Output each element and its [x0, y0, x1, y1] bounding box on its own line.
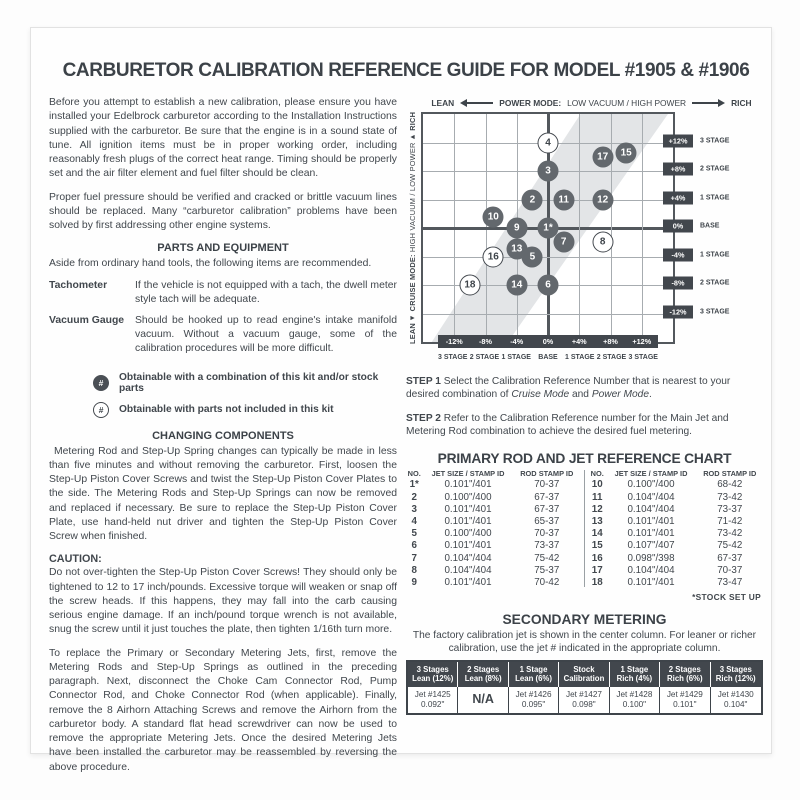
table-cell: 0.101"/401 — [444, 479, 492, 491]
y-axis-tick-box: +4% — [663, 191, 693, 204]
secondary-header-cell — [610, 662, 660, 687]
value-line-2: 0.095" — [521, 699, 546, 709]
power-mode-text: LOW VACUUM / HIGH POWER — [567, 98, 687, 108]
table-cell: 73-42 — [717, 528, 743, 540]
table-cell: 73-42 — [717, 491, 743, 503]
table-cell: 0.104"/404 — [444, 564, 492, 576]
legend-item — [93, 372, 397, 394]
y-axis-tick-box: -12% — [663, 305, 693, 318]
primary-rod-jet-table — [406, 468, 763, 589]
header-line-1: 1 Stage — [620, 665, 649, 674]
table-divider — [584, 470, 585, 587]
arrow-left-icon — [460, 99, 493, 107]
step-2-label: STEP 2 — [406, 412, 441, 424]
x-axis-tick-box: +8% — [595, 335, 627, 348]
y-axis-stage-label: 3 STAGE — [700, 308, 730, 315]
table-row — [406, 540, 580, 552]
header-line-1: 3 Stages — [719, 665, 752, 674]
table-cell: 68-42 — [717, 479, 743, 491]
power-mode-label: POWER MODE: — [499, 98, 562, 108]
table-row — [406, 491, 580, 503]
y-axis-row — [663, 277, 729, 290]
arrow-up-icon: ► — [409, 133, 416, 141]
rich-label: RICH — [408, 111, 417, 131]
y-axis-row — [663, 305, 729, 318]
legend-text: Obtainable with a combination of this kit and/or stock parts — [119, 371, 379, 394]
replace-jets-paragraph: To replace the Primary or Secondary Metering Jets, first, remove the Metering Rods and Step-Up Springs as outlined in the preceding paragraph. Next, disconnect the Choke Cam Connector Rod, Pump Connector Rod, and Choke Connector Rod (when applicable). Finally, remove the 8 Airhorn Attaching Screws and remove the Airhorn from the carburetor body. A standard flat head screwdriver can now be used to remove the appropriate Metering Jets. Once the desired Metering Jets have been installed the carburetor may be reassembled by reversing the above procedure. — [49, 647, 397, 773]
tool-item — [49, 314, 397, 356]
table-cell: 10 — [591, 479, 603, 491]
value-line-1: Jet #1425 — [414, 689, 451, 699]
table-cell: 0.107"/407 — [627, 540, 675, 552]
rich-label: RICH — [731, 98, 752, 108]
x-axis-tick-box: -12% — [438, 335, 470, 348]
gridline-horizontal — [423, 314, 673, 315]
table-row — [589, 576, 763, 588]
table-row — [589, 528, 763, 540]
primary-table-right — [589, 468, 763, 589]
y-axis-stage-label: BASE — [700, 222, 720, 230]
value-line-1: Jet #1430 — [717, 689, 754, 699]
calibration-point: 18 — [459, 275, 480, 296]
calibration-point: 2 — [522, 189, 543, 210]
table-cell: 7 — [411, 552, 417, 564]
secondary-value-cell — [509, 687, 559, 714]
calibration-point: 16 — [483, 246, 504, 267]
content-columns — [49, 96, 763, 784]
cruise-mode-label: CRUISE MODE: — [408, 254, 417, 312]
intro-paragraph-2: Proper fuel pressure should be verified and cracked or brittle vacuum lines should be replaced. Many “carburetor calibration” problems have been solved by first addressing other engine systems. — [49, 191, 397, 231]
table-cell: 0.100"/400 — [444, 491, 492, 503]
y-axis-row — [663, 134, 729, 147]
x-axis-stage-label: BASE — [538, 354, 558, 361]
y-axis-tick-box: 0% — [663, 220, 693, 233]
table-cell: 70-37 — [717, 564, 743, 576]
value-line-2: 0.101" — [673, 699, 697, 709]
tools-list — [49, 279, 397, 356]
table-cell: 0.104"/404 — [444, 552, 492, 564]
header-line-1: 3 Stages — [416, 665, 449, 674]
column-header: JET SIZE / STAMP ID — [614, 468, 688, 478]
secondary-column — [509, 662, 559, 713]
value-line-2: 0.104" — [724, 699, 748, 709]
column-header: ROD STAMP ID — [520, 468, 574, 478]
filled-circle-icon: # — [93, 375, 109, 391]
value-line-2: 0.098" — [572, 699, 596, 709]
page-title: CARBURETOR CALIBRATION REFERENCE GUIDE FOR MODEL #1905 & #1906 — [62, 60, 750, 81]
changing-components-heading: CHANGING COMPONENTS — [152, 429, 294, 442]
gridline-vertical — [611, 114, 612, 342]
y-axis-row — [663, 220, 719, 233]
caution-paragraph: Do not over-tighten the Step-Up Piston Cover Screws! They should only be tightened to 12 to 17 inch/pounds. Excessive torque will weaken or snap off the screw heads. If this happens, they may fall into the carb causing serious engine damage. If an inch/pound torque wrench is not available, snug the screw until it just touches the plate, then tighten 1/16th turn more. — [49, 567, 397, 636]
legend-item — [93, 402, 397, 418]
tool-description: Should be hooked up to read engine's intake manifold vacuum. Without a vacuum gauge, some of the calibration procedures will be more difficult. — [135, 314, 397, 354]
table-row — [589, 503, 763, 515]
table-cell: 75-42 — [534, 552, 560, 564]
x-axis-tick-box: 0% — [532, 335, 564, 348]
y-axis-tick-box: -8% — [663, 277, 693, 290]
table-cell: 75-37 — [534, 564, 560, 576]
secondary-header-cell — [509, 662, 559, 687]
calibration-point: 17 — [592, 146, 613, 167]
x-axis-stage-label: 3 STAGE — [628, 354, 658, 361]
secondary-value-cell — [610, 687, 660, 714]
y-axis-labels — [663, 112, 763, 340]
chart-body — [406, 112, 763, 365]
header-line-2: Calibration — [563, 674, 605, 684]
table-row — [589, 564, 763, 576]
table-cell: 73-37 — [717, 503, 743, 515]
table-cell: 0.098"/398 — [627, 552, 675, 564]
secondary-value-cell — [458, 687, 508, 714]
parts-intro: Aside from ordinary hand tools, the following items are recommended. — [49, 258, 372, 270]
secondary-header-cell — [408, 662, 458, 687]
secondary-value-cell — [660, 687, 710, 714]
calibration-point: 4 — [538, 132, 559, 153]
table-cell: 0.101"/401 — [444, 576, 492, 588]
calibration-point: 12 — [592, 189, 613, 210]
table-cell: 8 — [411, 564, 417, 576]
x-axis-stage-label: 2 STAGE — [596, 354, 627, 361]
caution-heading: CAUTION: — [49, 553, 102, 566]
lean-label: LEAN — [431, 98, 455, 108]
table-row — [406, 564, 580, 576]
gridline-vertical — [579, 114, 580, 342]
table-cell: 15 — [591, 540, 603, 552]
value-line-1: Jet #1429 — [666, 689, 703, 699]
header-line-1: Stock — [573, 665, 595, 674]
plot-outer — [421, 112, 763, 365]
value-line-1: Jet #1426 — [515, 689, 552, 699]
table-cell: 9 — [411, 576, 417, 588]
table-cell: 6 — [411, 540, 417, 552]
y-axis-stage-label: 2 STAGE — [700, 165, 730, 173]
table-cell: 2 — [411, 491, 417, 503]
arrow-down-icon: ◄ — [409, 313, 416, 321]
table-cell: 0.101"/401 — [444, 515, 492, 527]
y-axis-row — [663, 163, 729, 176]
gridline-vertical — [642, 114, 643, 342]
column-header: JET SIZE / STAMP ID — [431, 468, 505, 478]
table-cell: 0.104"/404 — [627, 491, 675, 503]
y-axis-row — [663, 191, 729, 204]
x-axis-tick-box: +12% — [626, 335, 658, 348]
secondary-value-cell — [559, 687, 609, 714]
secondary-header-cell — [711, 662, 761, 687]
secondary-header-cell — [458, 662, 508, 687]
stock-setup-note: *STOCK SET UP — [692, 591, 761, 602]
table-cell: 14 — [591, 528, 603, 540]
parts-equipment-heading: PARTS AND EQUIPMENT — [157, 242, 289, 255]
table-row — [589, 515, 763, 527]
x-axis-tick-box: -4% — [501, 335, 533, 348]
calibration-point: 11 — [553, 189, 574, 210]
y-axis-tick-box: +8% — [663, 163, 693, 176]
table-row — [406, 479, 580, 491]
table-cell: 67-37 — [534, 503, 560, 515]
calibration-point: 10 — [483, 207, 504, 228]
table-row — [589, 552, 763, 564]
header-line-1: 2 Stages — [668, 665, 701, 674]
secondary-column — [458, 662, 508, 713]
table-cell: 0.100"/400 — [627, 479, 675, 491]
table-cell: 18 — [591, 576, 603, 588]
cruise-mode-axis-label — [406, 112, 421, 344]
calibration-point: 5 — [522, 246, 543, 267]
tool-description: If the vehicle is not equipped with a tach, the dwell meter style tach will be adequate. — [135, 279, 397, 305]
table-row — [589, 491, 763, 503]
y-axis-stage-label: 3 STAGE — [700, 137, 730, 144]
calibration-point: 3 — [538, 161, 559, 182]
x-axis-tick-box: +4% — [563, 335, 595, 348]
y-axis-tick-box: -4% — [663, 248, 693, 261]
secondary-metering-table — [406, 660, 763, 715]
secondary-value-cell — [711, 687, 761, 714]
table-row — [406, 503, 580, 515]
table-cell: 0.101"/401 — [627, 515, 675, 527]
table-cell: 0.101"/401 — [444, 503, 492, 515]
calibration-point: 6 — [538, 275, 559, 296]
table-cell: 0.101"/401 — [627, 528, 675, 540]
table-row — [589, 479, 763, 491]
header-line-1: 2 Stages — [467, 665, 500, 674]
x-axis-stage-label: 3 STAGE — [438, 354, 468, 361]
header-line-2: Lean (8%) — [464, 674, 502, 684]
open-circle-icon: # — [93, 402, 109, 418]
table-cell: 67-37 — [534, 491, 560, 503]
tool-name: Vacuum Gauge — [49, 314, 125, 326]
secondary-metering-heading: SECONDARY METERING — [502, 611, 667, 627]
table-header-row — [589, 468, 763, 479]
x-axis-stage-label: 1 STAGE — [501, 354, 531, 361]
table-cell: 0.101"/401 — [444, 540, 492, 552]
secondary-column — [711, 662, 761, 713]
value-line-2: 0.100" — [622, 699, 647, 709]
secondary-header-cell — [559, 662, 609, 687]
y-axis-stage-label: 1 STAGE — [700, 194, 730, 201]
lean-label: LEAN — [408, 323, 417, 344]
table-cell: 70-37 — [534, 528, 560, 540]
calibration-grid — [421, 112, 675, 344]
y-axis-stage-label: 2 STAGE — [700, 279, 730, 287]
y-axis-stage-label: 1 STAGE — [700, 251, 730, 258]
step-1: STEP 1 Select the Calibration Reference Number that is nearest to your desired combination of Cruise Mode and Power Mode. — [406, 376, 731, 401]
secondary-column — [610, 662, 660, 713]
value-line-1: Jet #1427 — [565, 689, 602, 699]
table-cell: 0.104"/404 — [627, 564, 675, 576]
calibration-point: 15 — [616, 143, 637, 164]
step-1-label: STEP 1 — [406, 376, 441, 387]
table-cell: 73-37 — [534, 540, 560, 552]
calibration-point: 7 — [553, 232, 574, 253]
column-header: ROD STAMP ID — [703, 468, 757, 478]
y-axis-row — [663, 248, 729, 261]
calibration-point: 14 — [506, 275, 527, 296]
table-row — [406, 528, 580, 540]
table-cell: 0.104"/404 — [627, 503, 675, 515]
table-row — [406, 552, 580, 564]
secondary-metering-description: The factory calibration jet is shown in the center column. For leaner or richer calibration, use the jet # indicated in the appropriate column. — [412, 629, 757, 654]
table-cell: 0.101"/401 — [627, 576, 675, 588]
left-column — [49, 96, 397, 784]
value-line-2: 0.092" — [421, 699, 445, 709]
table-cell: 13 — [591, 515, 603, 527]
header-line-2: Lean (6%) — [515, 674, 552, 684]
primary-chart-title: PRIMARY ROD AND JET REFERENCE CHART — [437, 450, 732, 466]
intro-paragraph-1: Before you attempt to establish a new calibration, please ensure you have installed your Edelbrock carburetor according to the Installation Instructions supplied with the carburetor. Be sure that the engine is in a sound state of tune. All ignition items must be in proper working order, including reasonably fresh plugs of the correct heat range. Timing should be properly set and the air filter element and fuel filter should be clean. — [49, 97, 397, 180]
header-line-2: Lean (12%) — [412, 674, 454, 684]
secondary-column — [559, 662, 609, 713]
primary-table-left — [406, 468, 580, 589]
table-row — [406, 515, 580, 527]
table-header-row — [406, 468, 580, 479]
table-cell: 17 — [591, 564, 603, 576]
x-axis-stage-labels — [421, 354, 675, 365]
column-header: NO. — [407, 468, 421, 478]
x-axis-stage-label: 2 STAGE — [469, 354, 500, 361]
x-axis-tick-box: -8% — [470, 335, 502, 348]
table-cell: 3 — [411, 503, 417, 515]
secondary-column — [408, 662, 458, 713]
table-cell: 12 — [591, 503, 603, 515]
table-cell: 71-42 — [717, 515, 743, 527]
table-cell: 5 — [411, 528, 417, 540]
header-line-1: 1 Stage — [519, 665, 548, 674]
tool-item — [49, 279, 397, 307]
instruction-sheet — [30, 27, 772, 773]
x-axis-stage-label: 1 STAGE — [565, 354, 595, 361]
table-cell: 65-37 — [534, 515, 560, 527]
header-line-2: Rich (4%) — [616, 674, 653, 684]
table-row — [589, 540, 763, 552]
table-cell: 16 — [591, 552, 603, 564]
table-cell: 0.100"/400 — [444, 528, 492, 540]
value-line-1: Jet #1428 — [616, 689, 653, 699]
secondary-column — [660, 662, 710, 713]
tool-name: Tachometer — [49, 279, 108, 291]
secondary-value-cell — [408, 687, 458, 714]
value-line-1: N/A — [472, 692, 494, 707]
calibration-chart — [406, 98, 763, 365]
table-cell: 4 — [411, 515, 417, 527]
right-column — [406, 96, 763, 784]
secondary-header-cell — [660, 662, 710, 687]
calibration-point: 8 — [592, 232, 613, 253]
header-line-2: Rich (6%) — [667, 674, 703, 684]
table-cell: 1* — [409, 479, 419, 491]
table-cell: 11 — [592, 491, 603, 503]
table-cell: 75-42 — [717, 540, 743, 552]
table-cell: 70-42 — [534, 576, 560, 588]
calibration-point: 13 — [506, 239, 527, 260]
table-row — [406, 576, 580, 588]
arrow-right-icon — [692, 99, 725, 107]
calibration-point: 1* — [538, 218, 559, 239]
y-axis-tick-box: +12% — [663, 134, 693, 147]
header-line-2: Rich (12%) — [715, 674, 756, 684]
gridline-horizontal — [423, 257, 673, 258]
power-mode-axis-label — [420, 98, 763, 108]
table-cell: 73-47 — [717, 576, 743, 588]
step-2: STEP 2 Refer to the Calibration Reference number for the Main Jet and Metering Rod combination to achieve the desired fuel metering. — [406, 412, 729, 438]
column-header: NO. — [590, 468, 604, 478]
kit-legend — [93, 372, 397, 418]
legend-text: Obtainable with parts not included in this kit — [119, 404, 334, 416]
changing-components-paragraph: Metering Rod and Step-Up Spring changes can typically be made in less than five minutes and without removing the carburetor. First, loosen the Step-Up Piston Cover Screws and twist the Step-Up Piston Cover Plates to the side. The Metering Rods and Step-Up Springs can now be removed and replaced if necessary. Be sure to replace the Step-Up Piston Cover Plate, use hand-held nut driver and tighten the Step-Up Piston Cover Screw when finished. — [49, 445, 397, 543]
table-cell: 67-37 — [717, 552, 743, 564]
table-cell: 70-37 — [534, 479, 560, 491]
cruise-mode-text: HIGH VACUUM / LOW POWER — [408, 142, 417, 253]
calibration-point: 9 — [506, 218, 527, 239]
